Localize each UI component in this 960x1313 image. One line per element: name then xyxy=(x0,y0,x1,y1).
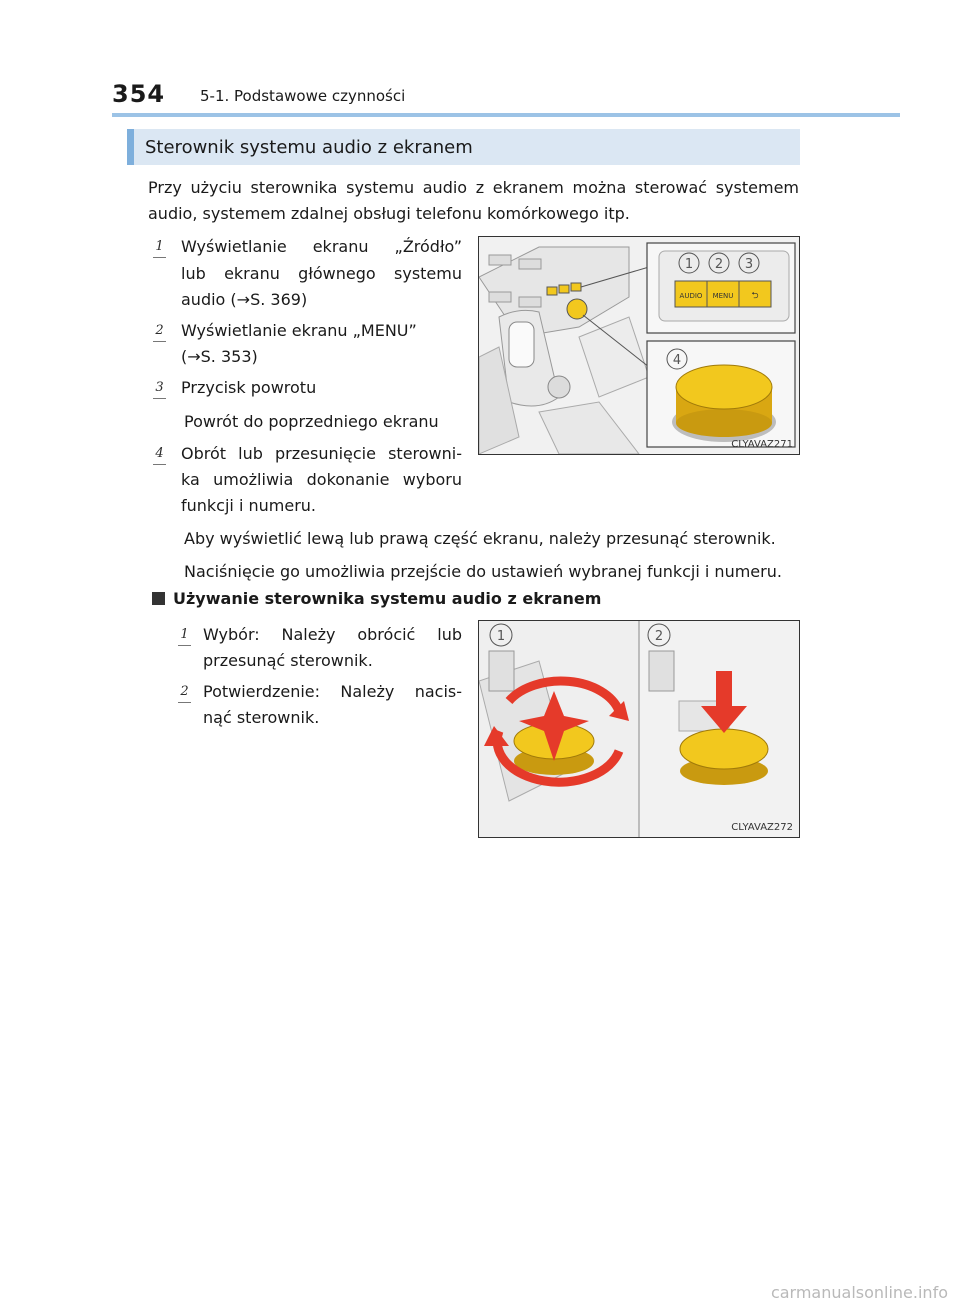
figure1-code: CLYAVAZ271 xyxy=(731,439,793,450)
console-illustration xyxy=(479,237,799,454)
audio-button-label: AUDIO xyxy=(679,292,703,300)
figure-controller-usage xyxy=(478,620,800,838)
page-number: 354 xyxy=(112,80,166,108)
subsection-title: Używanie sterownika systemu audio z ekranem xyxy=(173,589,602,608)
item4-sub-1: Aby wyświetlić lewą lub prawą część ekranu, należy przesunąć sterownik. xyxy=(184,529,776,548)
back-button-label: ⮌ xyxy=(751,291,759,301)
sub-item2-line-1: Potwierdzenie: Należy nacis- xyxy=(203,682,462,701)
item-number-1: 1 xyxy=(153,238,166,256)
section-title: Sterownik systemu audio z ekranem xyxy=(145,137,473,158)
watermark: carmanualsonline.info xyxy=(770,1283,948,1302)
sub-item2-line-2: nąć sterownik. xyxy=(203,708,320,727)
item4-line-1: Obrót lub przesunięcie sterowni- xyxy=(181,444,462,463)
figure2-code: CLYAVAZ272 xyxy=(731,822,793,833)
callout-2: 2 xyxy=(714,257,724,272)
callout-1: 1 xyxy=(684,257,694,272)
item1-line-1: Wyświetlanie ekranu „Źródło” xyxy=(181,237,462,256)
section-heading xyxy=(127,129,800,165)
figure-controller-buttons xyxy=(478,236,800,455)
item1-line-2: lub ekranu głównego systemu xyxy=(181,264,462,283)
item-number-2: 2 xyxy=(153,322,166,340)
callout-3: 3 xyxy=(744,257,754,272)
sub-item1-line-1: Wybór: Należy obrócić lub xyxy=(203,625,462,644)
item4-sub-2: Naciśnięcie go umożliwia przejście do ustawień wybranej funkcji i numeru. xyxy=(184,562,782,581)
intro-line-2: audio, systemem zdalnej obsługi telefonu komórkowego itp. xyxy=(148,204,630,223)
fig2-callout-2: 2 xyxy=(654,629,664,644)
fig2-callout-1: 1 xyxy=(496,629,506,644)
header-rule xyxy=(112,113,900,117)
usage-illustration xyxy=(479,621,799,837)
subsection-bullet xyxy=(152,592,165,605)
sub-item1-line-2: przesunąć sterownik. xyxy=(203,651,373,670)
item3-line-1: Przycisk powrotu xyxy=(181,378,317,397)
item2-line-2: (→S. 353) xyxy=(181,347,258,366)
item2-line-1: Wyświetlanie ekranu „MENU” xyxy=(181,321,417,340)
chapter-title: 5-1. Podstawowe czynności xyxy=(200,87,406,105)
sub-item-number-2: 2 xyxy=(178,683,191,701)
sub-item-number-1: 1 xyxy=(178,626,191,644)
item4-line-3: funkcji i numeru. xyxy=(181,496,316,515)
section-accent xyxy=(127,129,134,165)
callout-4: 4 xyxy=(672,353,682,368)
item4-line-2: ka umożliwia dokonanie wyboru xyxy=(181,470,462,489)
menu-button-label: MENU xyxy=(712,292,734,300)
intro-line-1: Przy użyciu sterownika systemu audio z ekranem można sterować systemem xyxy=(148,178,799,197)
item-number-3: 3 xyxy=(153,379,166,397)
item-number-4: 4 xyxy=(153,445,166,463)
item3-sub: Powrót do poprzedniego ekranu xyxy=(184,412,439,431)
item1-line-3: audio (→S. 369) xyxy=(181,290,308,309)
